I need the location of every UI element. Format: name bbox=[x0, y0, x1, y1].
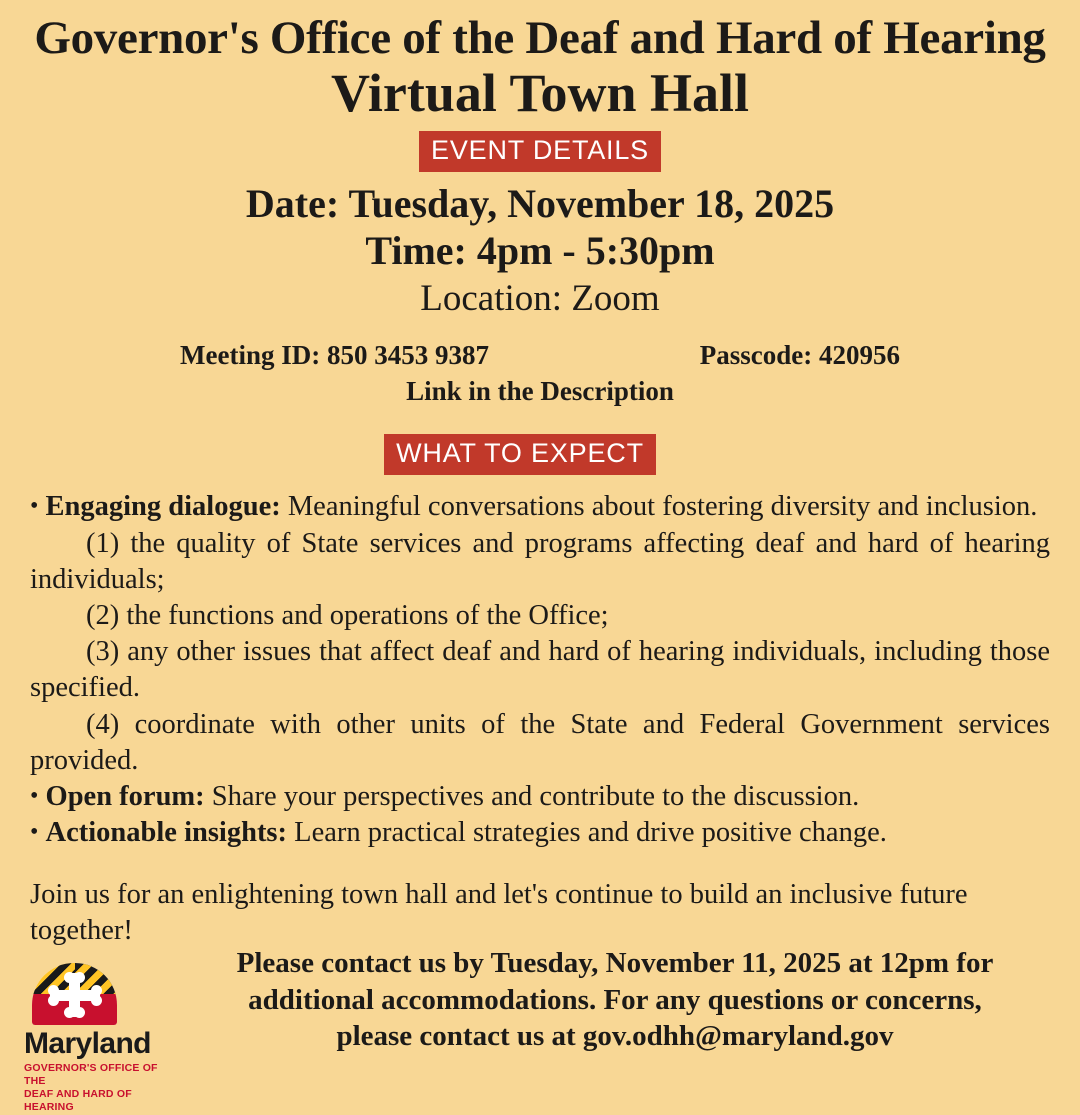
contact-line-2: additional accommodations. For any questions or concerns, bbox=[248, 983, 982, 1016]
logo-subtitle-line-2: DEAF AND HARD OF HEARING bbox=[24, 1088, 132, 1114]
list-item-lead: Open forum: bbox=[45, 780, 205, 812]
meeting-credentials-row bbox=[180, 339, 900, 373]
what-to-expect-list bbox=[30, 489, 1050, 851]
numbered-item: (4) coordinate with other units of the State and Federal Government services provided. bbox=[30, 708, 1050, 776]
numbered-item: (1) the quality of State services and programs affecting deaf and hard of hearing individuals; bbox=[30, 527, 1050, 595]
maryland-flag-arch-icon bbox=[32, 963, 117, 1025]
title-line-event: Virtual Town Hall bbox=[330, 62, 750, 123]
list-item bbox=[30, 489, 1050, 525]
meeting-id: Meeting ID: 850 3453 9387 bbox=[180, 339, 489, 370]
list-item-lead: Engaging dialogue: bbox=[45, 491, 281, 523]
event-location: Location: Zoom bbox=[420, 277, 660, 319]
event-time: Time: 4pm - 5:30pm bbox=[365, 227, 715, 273]
what-to-expect-badge-row bbox=[0, 434, 1080, 475]
numbered-item: (3) any other issues that affect deaf and hard of hearing individuals, including those specified. bbox=[30, 636, 1050, 704]
logo-subtitle-line-1: GOVERNOR'S OFFICE OF THE bbox=[24, 1062, 158, 1088]
contact-block bbox=[210, 945, 1020, 1055]
list-item-lead: Actionable insights: bbox=[45, 817, 288, 849]
list-item-text: Learn practical strategies and drive positive change. bbox=[287, 817, 887, 849]
contact-line-3: please contact us at gov.odhh@maryland.gov bbox=[336, 1020, 894, 1053]
list-item-text: Meaningful conversations about fostering diversity and inclusion. bbox=[280, 491, 1038, 523]
bullet-icon: • bbox=[30, 819, 39, 846]
bullet-icon: • bbox=[30, 493, 39, 520]
numbered-item: (2) the functions and operations of the Office; bbox=[86, 599, 609, 631]
meeting-passcode: Passcode: 420956 bbox=[699, 339, 900, 370]
closing-invitation: Join us for an enlightening town hall and let's continue to build an inclusive future together! bbox=[30, 879, 968, 947]
link-in-description-note: Link in the Description bbox=[406, 375, 674, 406]
title-line-organization: Governor's Office of the Deaf and Hard of Hearing bbox=[34, 12, 1046, 64]
maryland-odhh-logo bbox=[24, 963, 174, 1115]
list-item-text: Share your perspectives and contribute to the discussion. bbox=[204, 780, 860, 812]
cross-bottony-icon bbox=[48, 972, 102, 1018]
event-details-badge: EVENT DETAILS bbox=[419, 131, 661, 172]
event-details-block bbox=[0, 181, 1080, 408]
list-item bbox=[30, 815, 1050, 851]
logo-subtitle bbox=[24, 1062, 174, 1115]
event-date: Date: Tuesday, November 18, 2025 bbox=[245, 181, 835, 227]
bullet-icon: • bbox=[30, 782, 39, 809]
what-to-expect-badge: WHAT TO EXPECT bbox=[384, 434, 656, 475]
list-item bbox=[30, 779, 1050, 815]
page-title bbox=[0, 0, 1080, 122]
contact-line-1: Please contact us by Tuesday, November 11, 2025 at 12pm for bbox=[236, 947, 994, 979]
event-details-badge-row bbox=[0, 131, 1080, 172]
logo-wordmark: Maryland bbox=[24, 1027, 151, 1060]
